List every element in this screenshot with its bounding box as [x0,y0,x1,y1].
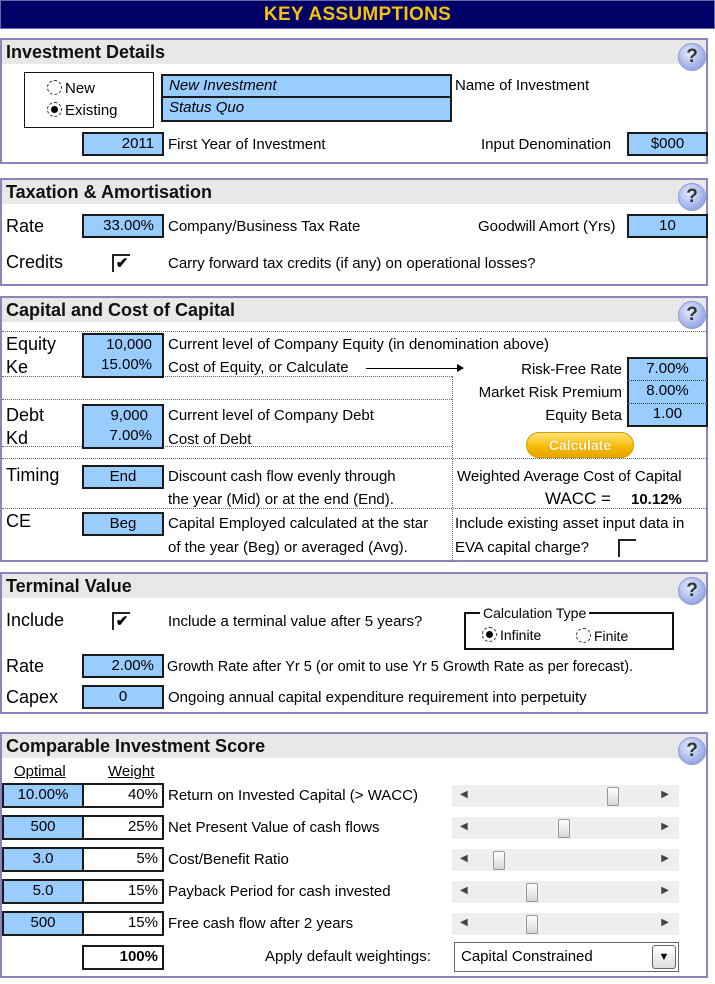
arrow-head-icon [457,364,464,372]
radio-finite-label: Finite [594,628,629,644]
name-status-quo-input[interactable]: Status Quo [161,98,452,122]
weight-input-roic[interactable]: 40% [82,783,164,808]
radio-existing-label: Existing [65,102,118,119]
weight-input-npv[interactable]: 25% [82,815,164,840]
credits-checkbox[interactable]: ✔ [112,254,130,272]
mrp-label: Market Risk Premium [478,384,622,401]
page-title: KEY ASSUMPTIONS [0,0,715,29]
weight-slider-roic[interactable] [452,785,679,807]
include-checkbox[interactable]: ✔ [112,612,130,630]
arrow-left-icon[interactable]: ◀ [460,885,468,896]
kd-label: Kd [6,428,29,448]
weight-input-free-cash-flow[interactable]: 15% [82,911,164,936]
name-new-investment-input[interactable]: New Investment [161,74,452,98]
equity-input[interactable]: 10,000 [82,333,164,356]
optimal-input-free-cash-flow[interactable]: 500 [2,911,84,936]
mrp-input[interactable]: 8.00% [627,381,708,404]
beta-label: Equity Beta [545,407,622,424]
divider [452,376,453,562]
divider [2,399,452,400]
weight-slider-free-cash-flow[interactable] [452,913,679,935]
capex-input[interactable]: 0 [82,685,164,709]
slider-thumb[interactable] [493,851,505,870]
score-label-payback: Payback Period for cash invested [168,883,391,900]
arrow-right-icon[interactable]: ▶ [661,885,669,896]
arrow-left-icon[interactable]: ◀ [460,853,468,864]
denomination-input[interactable]: $000 [627,132,708,156]
radio-new-icon [47,80,62,95]
risk-free-label: Risk-Free Rate [521,361,622,378]
arrow-right-icon [366,368,460,369]
weight-input-cost-benefit[interactable]: 5% [82,847,164,872]
rate-label: Rate [6,216,45,236]
slider-thumb[interactable] [526,883,538,902]
divider [2,458,706,459]
radio-infinite[interactable] [482,625,541,645]
growth-rate-label: Rate [6,656,45,676]
include-desc: Include a terminal value after 5 years? [168,613,423,630]
debt-desc: Current level of Company Debt [168,407,374,424]
radio-existing[interactable] [47,101,118,121]
radio-new[interactable] [47,79,95,99]
capex-label: Capex [6,687,59,707]
help-icon[interactable]: ? [678,43,706,71]
optimal-input-payback[interactable]: 5.0 [2,879,84,904]
growth-rate-desc: Growth Rate after Yr 5 (or omit to use Yr 5 Growth Rate as per forecast). [167,659,634,675]
equity-desc: Current level of Company Equity (in denomination above) [168,336,550,353]
default-weightings-label: Apply default weightings: [265,948,431,965]
ce-desc-2: of the year (Beg) or averaged (Avg). [168,539,408,556]
total-weight: 100% [82,945,164,970]
divider [2,331,706,332]
help-icon[interactable]: ? [678,737,706,765]
eva-checkbox[interactable] [618,539,636,557]
score-label-free-cash-flow: Free cash flow after 2 years [168,915,354,932]
first-year-input[interactable]: 2011 [82,132,164,156]
ce-label: CE [6,511,32,531]
score-label-roic: Return on Invested Capital (> WACC) [168,787,418,804]
arrow-left-icon[interactable]: ◀ [460,789,468,800]
radio-finite[interactable] [576,626,628,646]
arrow-right-icon[interactable]: ▶ [661,853,669,864]
credits-desc: Carry forward tax credits (if any) on operational losses? [168,255,536,272]
beta-input[interactable]: 1.00 [627,404,708,427]
score-label-npv: Net Present Value of cash flows [168,819,380,836]
status-radio-group [24,72,154,128]
name-of-investment-label: Name of Investment [455,77,590,94]
radio-finite-icon [576,628,591,643]
kd-desc: Cost of Debt [168,431,252,448]
default-weightings-dropdown[interactable] [454,942,679,972]
calculate-button[interactable]: Calculate [526,432,634,458]
ke-input[interactable]: 15.00% [82,355,164,378]
section-investment-details [0,38,708,164]
help-icon[interactable]: ? [678,301,706,329]
slider-thumb[interactable] [526,915,538,934]
section-taxation [0,178,708,286]
debt-label: Debt [6,405,45,425]
section-terminal-value [0,572,708,714]
kd-input[interactable]: 7.00% [82,426,164,449]
arrow-right-icon[interactable]: ▶ [661,917,669,928]
section-heading: Terminal Value [2,574,706,598]
wacc-value: 10.12% [631,491,682,508]
timing-desc-1: Discount cash flow evenly through [168,468,396,485]
dropdown-value: Capital Constrained [461,948,593,965]
first-year-label: First Year of Investment [168,136,326,153]
weight-slider-payback[interactable] [452,881,679,903]
weight-slider-npv[interactable] [452,817,679,839]
timing-desc-2: the year (Mid) or at the end (End). [168,491,394,508]
credits-label: Credits [6,252,64,272]
timing-input[interactable]: End [82,465,164,489]
section-heading: Investment Details [2,40,706,64]
wacc-label: WACC = [545,489,611,508]
section-investment-score [0,732,708,978]
arrow-right-icon[interactable]: ▶ [661,821,669,832]
wacc-title: Weighted Average Cost of Capital [457,468,682,485]
equity-label: Equity [6,334,57,354]
goodwill-label: Goodwill Amort (Yrs) [478,218,616,235]
help-icon[interactable]: ? [678,577,706,605]
optimal-input-npv[interactable]: 500 [2,815,84,840]
slider-thumb[interactable] [558,819,570,838]
goodwill-input[interactable]: 10 [627,214,708,238]
tax-rate-desc: Company/Business Tax Rate [168,218,361,235]
ce-input[interactable]: Beg [82,512,164,536]
risk-free-input[interactable]: 7.00% [627,357,708,381]
growth-rate-input[interactable]: 2.00% [82,654,164,678]
weight-slider-cost-benefit[interactable] [452,849,679,871]
include-label: Include [6,610,65,630]
eva-desc-2: EVA capital charge? [455,539,589,556]
calculation-type-label: Calculation Type [480,605,589,621]
optimal-input-cost-benefit[interactable]: 3.0 [2,847,84,872]
eva-desc-1: Include existing asset input data in [455,515,685,532]
arrow-right-icon[interactable]: ▶ [661,789,669,800]
denomination-label: Input Denomination [481,136,612,153]
ke-desc: Cost of Equity, or Calculate [168,359,349,376]
optimal-column-header: Optimal [14,763,66,780]
arrow-left-icon[interactable]: ◀ [460,917,468,928]
section-heading: Capital and Cost of Capital [2,298,706,322]
section-heading: Comparable Investment Score [2,734,706,758]
weight-column-header: Weight [108,763,155,780]
section-heading: Taxation & Amortisation [2,180,706,204]
debt-input[interactable]: 9,000 [82,404,164,427]
chevron-down-icon[interactable]: ▼ [652,945,676,969]
ke-label: Ke [6,357,29,377]
capex-desc: Ongoing annual capital expenditure requirement into perpetuity [168,689,587,706]
weight-input-payback[interactable]: 15% [82,879,164,904]
radio-infinite-label: Infinite [500,627,542,643]
slider-thumb[interactable] [607,787,619,806]
tax-rate-input[interactable]: 33.00% [82,214,164,238]
timing-label: Timing [6,465,60,485]
section-capital [0,296,708,562]
score-label-cost-benefit: Cost/Benefit Ratio [168,851,289,868]
help-icon[interactable]: ? [678,183,706,211]
radio-existing-icon [47,102,62,117]
radio-new-label: New [65,80,96,97]
arrow-left-icon[interactable]: ◀ [460,821,468,832]
ce-desc-1: Capital Employed calculated at the star [168,515,429,532]
radio-infinite-icon [482,627,497,642]
optimal-input-roic[interactable]: 10.00% [2,783,84,808]
